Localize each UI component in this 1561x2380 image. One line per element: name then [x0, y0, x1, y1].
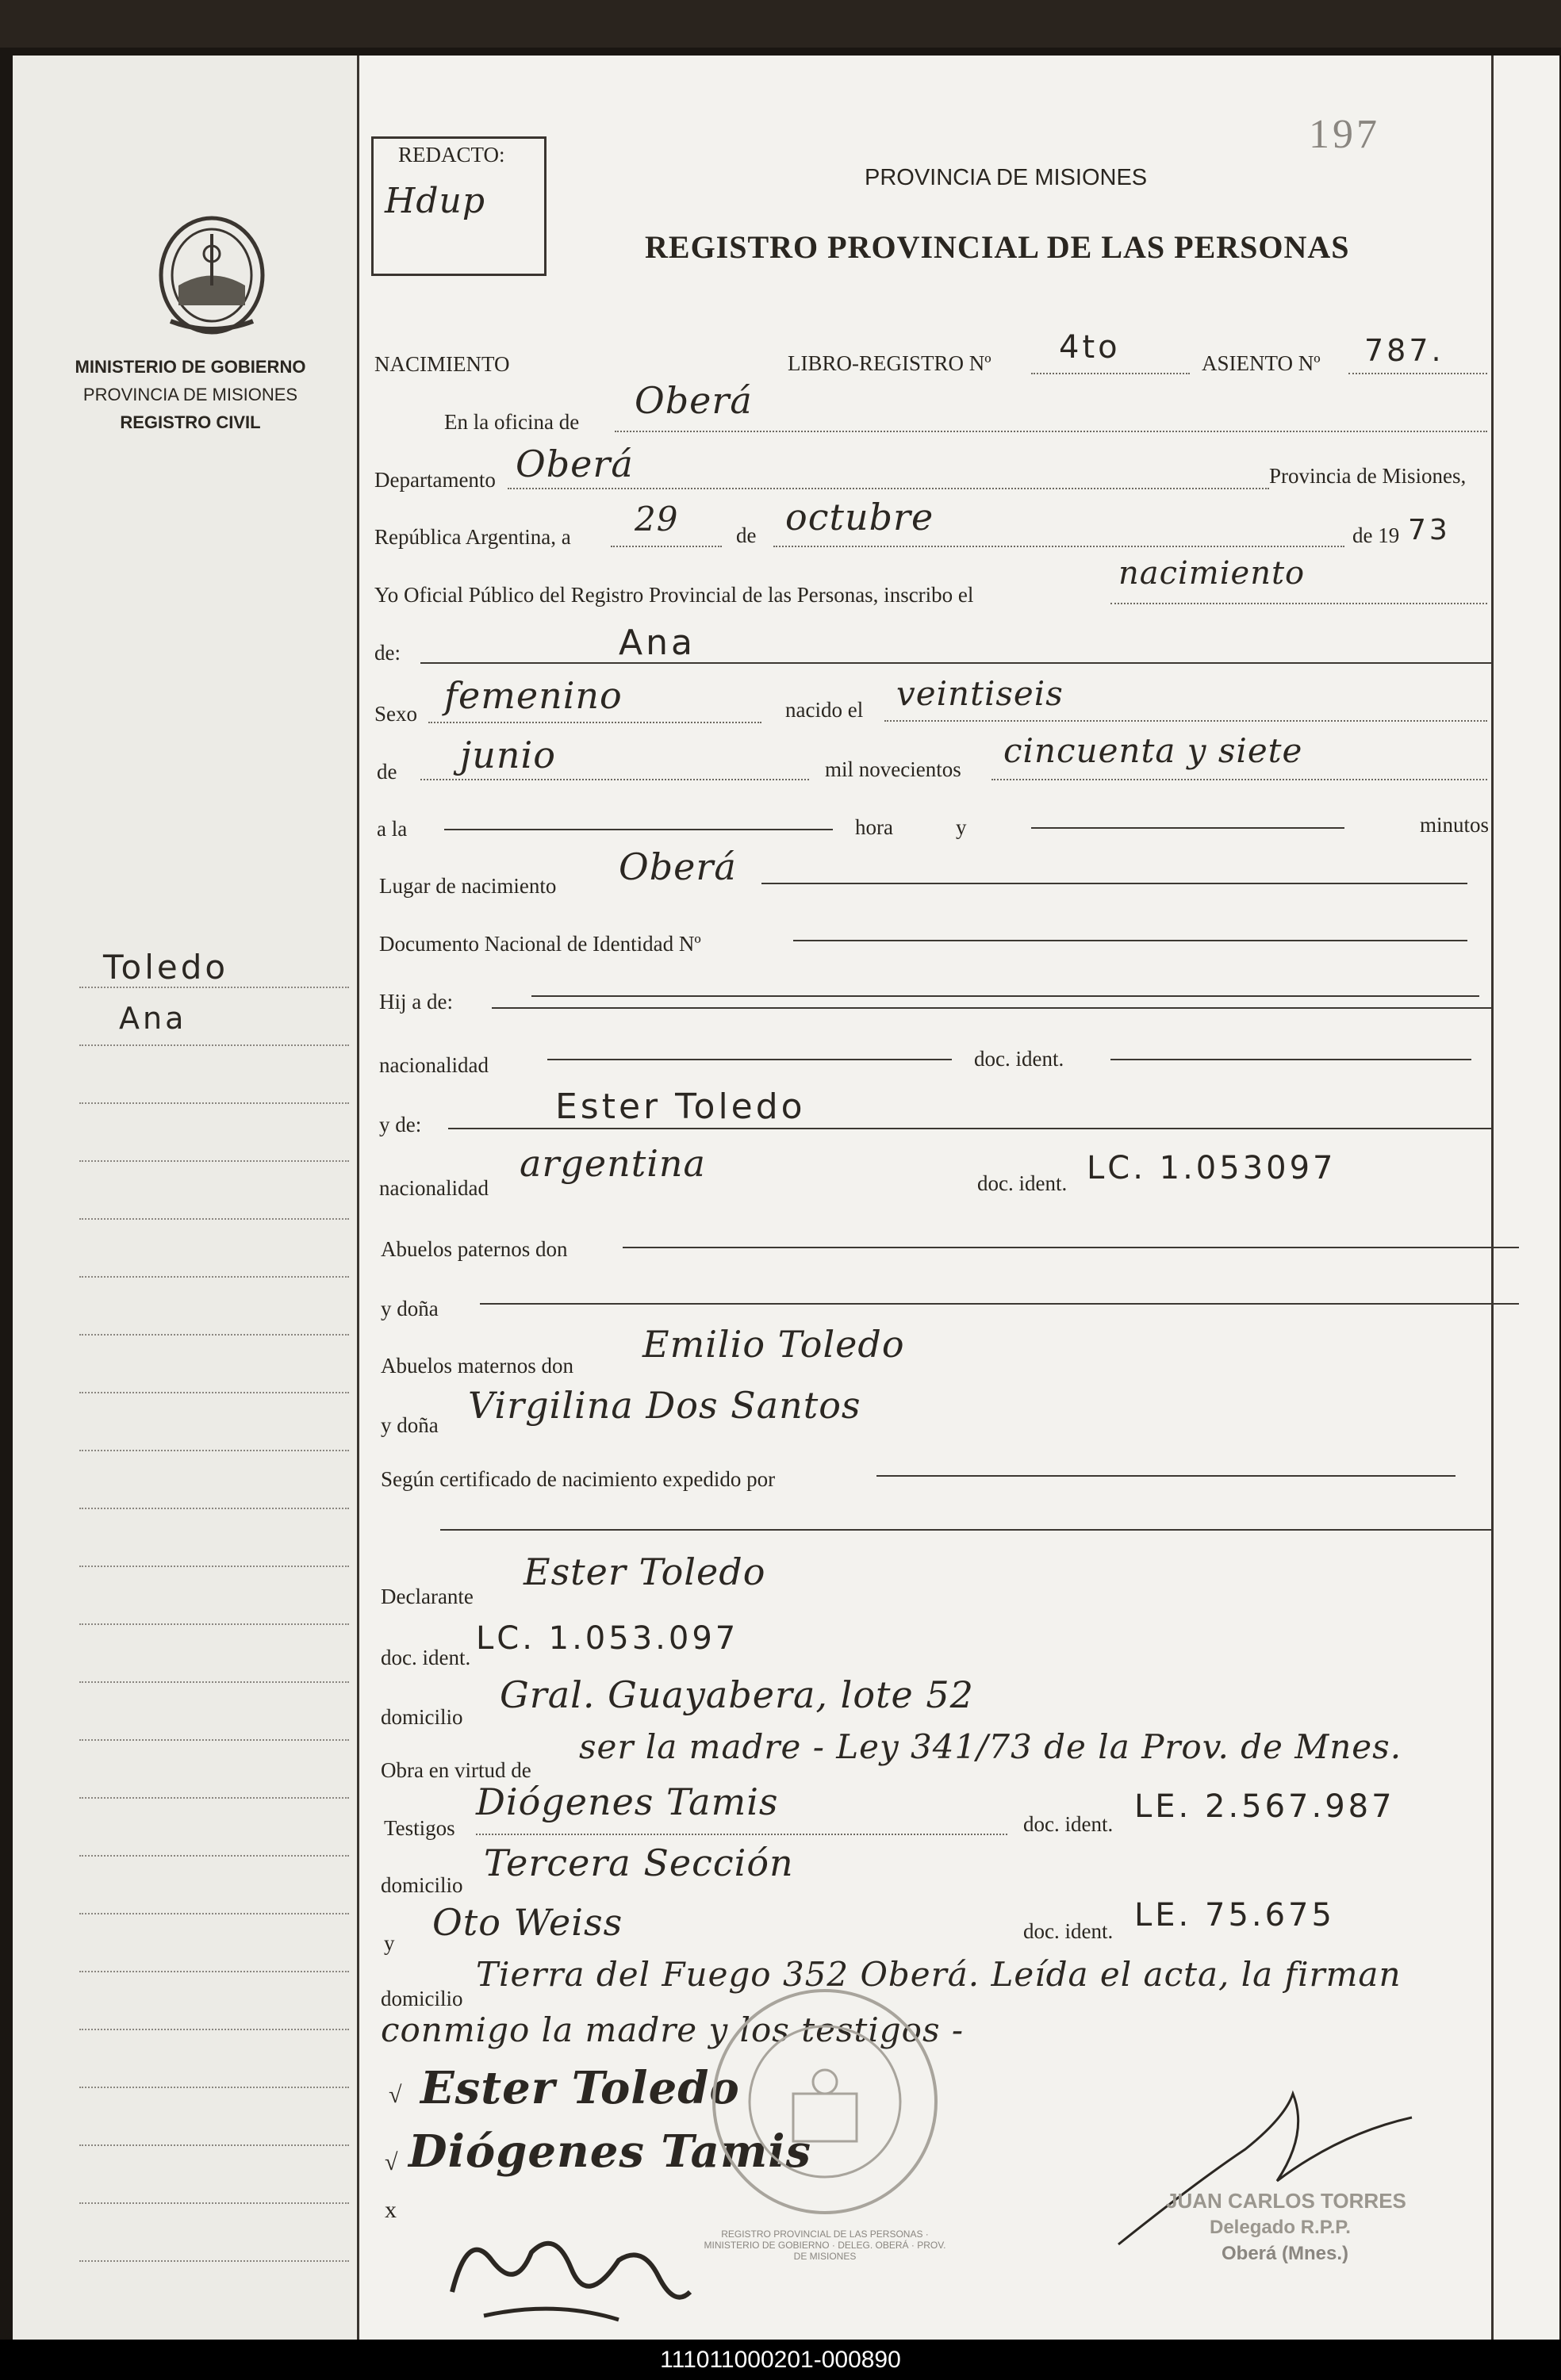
closing-text: conmigo la madre y los testigos - [381, 2010, 965, 2049]
book-number: 4to [1059, 329, 1121, 366]
mother-nationality-value: argentina [520, 1142, 706, 1185]
margin-rule-line [79, 1508, 349, 1509]
declarant-label: Declarante [381, 1585, 474, 1608]
margin-rule-line [79, 1392, 349, 1393]
month-value: octubre [785, 496, 934, 538]
stamp-text: REGISTRO PROVINCIAL DE LAS PERSONAS · MINISTERIO DE GOBIERNO · DELEG. OBERÁ · PROV. DE MISIONES [704, 2229, 946, 2262]
check-mark-3: x [385, 2197, 397, 2223]
day-value: 29 [635, 500, 679, 538]
margin-rule-line [79, 1855, 349, 1857]
margin-rule-line [79, 1971, 349, 1972]
margin-rule-line [79, 987, 349, 988]
witness1-value: Diógenes Tamis [476, 1780, 779, 1823]
child-name: Ana [619, 623, 696, 663]
birthplace-label: Lugar de nacimiento [379, 874, 557, 898]
witness1-doc-label: doc. ident. [1023, 1812, 1114, 1836]
coat-of-arms-icon [147, 210, 278, 341]
margin-rule-line [79, 1102, 349, 1104]
birthplace-value: Oberá [619, 845, 737, 888]
right-border [1491, 56, 1494, 2340]
margin-rule-line [79, 1566, 349, 1567]
maternal-grandparents-label: Abuelos maternos don [381, 1354, 573, 1378]
witness1-doc-value: LE. 2.567.987 [1134, 1788, 1395, 1825]
certificate-label: Según certificado de nacimiento expedido por [381, 1467, 776, 1491]
minutes-label: minutos [1420, 813, 1490, 837]
of-label-2: de [377, 760, 397, 784]
witness2-address-value: Tierra del Fuego 352 Oberá. Leída el acta, la firman [476, 1955, 1402, 1994]
margin-rule-line [79, 1450, 349, 1451]
province-suffix: Provincia de Misiones, [1269, 464, 1467, 488]
margin-rule-line [79, 1681, 349, 1683]
province-heading: PROVINCIA DE MISIONES [865, 165, 1148, 190]
page-number: 197 [1309, 112, 1380, 157]
margin-rule-line [79, 2144, 349, 2146]
by-virtue-label: Obra en virtud de [381, 1758, 531, 1782]
record-type-label: NACIMIENTO [374, 352, 510, 376]
margin-rule-line [79, 1739, 349, 1741]
born-label: nacido el [785, 698, 864, 722]
witness2-value: Oto Weiss [432, 1901, 623, 1944]
department-label: Departamento [374, 468, 496, 492]
witness2-doc-value: LE. 75.675 [1134, 1897, 1335, 1934]
witness2-doc-label: doc. ident. [1023, 1919, 1114, 1943]
and-label: y [956, 815, 967, 839]
republic-label: República Argentina, a [374, 525, 571, 549]
official-role: Delegado R.P.P. [1210, 2217, 1351, 2238]
born-month-value: junio [460, 734, 556, 776]
mother-name: Ester Toledo [555, 1087, 806, 1127]
document-id-bar [0, 2340, 1561, 2380]
margin-rule-line [79, 1334, 349, 1336]
declarant-value: Ester Toledo [524, 1550, 766, 1593]
maternal-grandmother-value: Virgilina Dos Santos [468, 1384, 861, 1427]
sex-label: Sexo [374, 702, 417, 726]
declarant-doc-value: LC. 1.053.097 [476, 1620, 739, 1657]
de-label: de [736, 523, 757, 547]
check-mark-1: √ [389, 2082, 402, 2108]
born-year-value: cincuenta y siete [1003, 731, 1303, 770]
margin-surname: Toledo [103, 948, 229, 987]
and-of-label: y de: [379, 1113, 422, 1136]
margin-rule-line [79, 1797, 349, 1799]
year-label: de 19 [1352, 523, 1400, 547]
father-nationality-label: nacionalidad [379, 1053, 489, 1077]
civil-registry-label: REGISTRO CIVIL [120, 412, 261, 432]
margin-rule-line [79, 2260, 349, 2262]
witness1-address-label: domicilio [381, 1873, 463, 1897]
check-mark-2: √ [385, 2149, 398, 2175]
thousand-label: mil novecientos [825, 757, 961, 781]
redacto-initials: Hdup [385, 181, 486, 221]
scan-border-top [0, 0, 1561, 48]
official-stamp-icon [706, 1983, 944, 2221]
paternal-grandparents-label: Abuelos paternos don [381, 1237, 568, 1261]
document-id: 111011000201-000890 [660, 2347, 901, 2373]
office-label: En la oficina de [444, 410, 580, 434]
act-type-value: nacimiento [1118, 555, 1306, 592]
witness1-address-value: Tercera Sección [484, 1842, 794, 1884]
child-of-label: Hij a de: [379, 990, 453, 1014]
y-label: y [384, 1931, 395, 1955]
margin-rule-line [79, 2202, 349, 2204]
signature-witness: Diógenes Tamis [408, 2125, 811, 2178]
declarant-doc-label: doc. ident. [381, 1646, 471, 1669]
sex-value: femenino [444, 674, 623, 717]
mother-doc-value: LC. 1.053097 [1087, 1150, 1337, 1186]
witness2-address-label: domicilio [381, 1987, 463, 2010]
maternal-grandfather-value: Emilio Toledo [642, 1323, 905, 1366]
margin-rule-line [79, 1913, 349, 1914]
father-doc-label: doc. ident. [974, 1047, 1064, 1071]
born-day-value: veintiseis [896, 674, 1064, 713]
margin-rule-line [79, 1218, 349, 1220]
declarant-address-value: Gral. Guayabera, lote 52 [500, 1673, 974, 1716]
official-name: JUAN CARLOS TORRES [1166, 2189, 1406, 2213]
margin-rule-line [79, 2029, 349, 2030]
redacto-label: REDACTO: [398, 143, 505, 167]
of-label: de: [374, 641, 401, 665]
witnesses-label: Testigos [384, 1816, 455, 1840]
paternal-grandmother-label: y doña [381, 1297, 439, 1320]
signature-mother: Ester Toledo [420, 2062, 740, 2114]
at-label: a la [377, 817, 408, 841]
official-place: Oberá (Mnes.) [1222, 2243, 1349, 2264]
mother-nationality-label: nacionalidad [379, 1176, 489, 1200]
margin-rule-line [79, 1160, 349, 1162]
by-virtue-value: ser la madre - Ley 341/73 de la Prov. de Mnes. [579, 1727, 1402, 1766]
margin-province-label: PROVINCIA DE MISIONES [82, 385, 298, 404]
officer-text: Yo Oficial Público del Registro Provincial de las Personas, inscribo el [374, 583, 974, 607]
margin-rule-line [79, 1276, 349, 1278]
margin-rule-line [79, 1623, 349, 1625]
hour-label: hora [855, 815, 893, 839]
book-label: LIBRO-REGISTRO Nº [788, 351, 991, 375]
year-value: 73 [1408, 514, 1451, 546]
ministry-label: MINISTERIO DE GOBIERNO [75, 357, 306, 377]
margin-rule-line [79, 2087, 349, 2088]
department-value: Oberá [516, 443, 634, 485]
entry-label: ASIENTO Nº [1202, 351, 1321, 375]
margin-given-name: Ana [119, 1001, 187, 1036]
entry-number: 787. [1364, 333, 1444, 368]
mother-doc-label: doc. ident. [977, 1171, 1068, 1195]
dni-label: Documento Nacional de Identidad Nº [379, 932, 701, 956]
officer-signature-icon [436, 2213, 698, 2332]
maternal-grandmother-label: y doña [381, 1413, 439, 1437]
margin-rule-line [79, 1044, 349, 1046]
registry-title: REGISTRO PROVINCIAL DE LAS PERSONAS [645, 229, 1350, 265]
office-value: Oberá [635, 379, 753, 422]
declarant-address-label: domicilio [381, 1705, 463, 1729]
